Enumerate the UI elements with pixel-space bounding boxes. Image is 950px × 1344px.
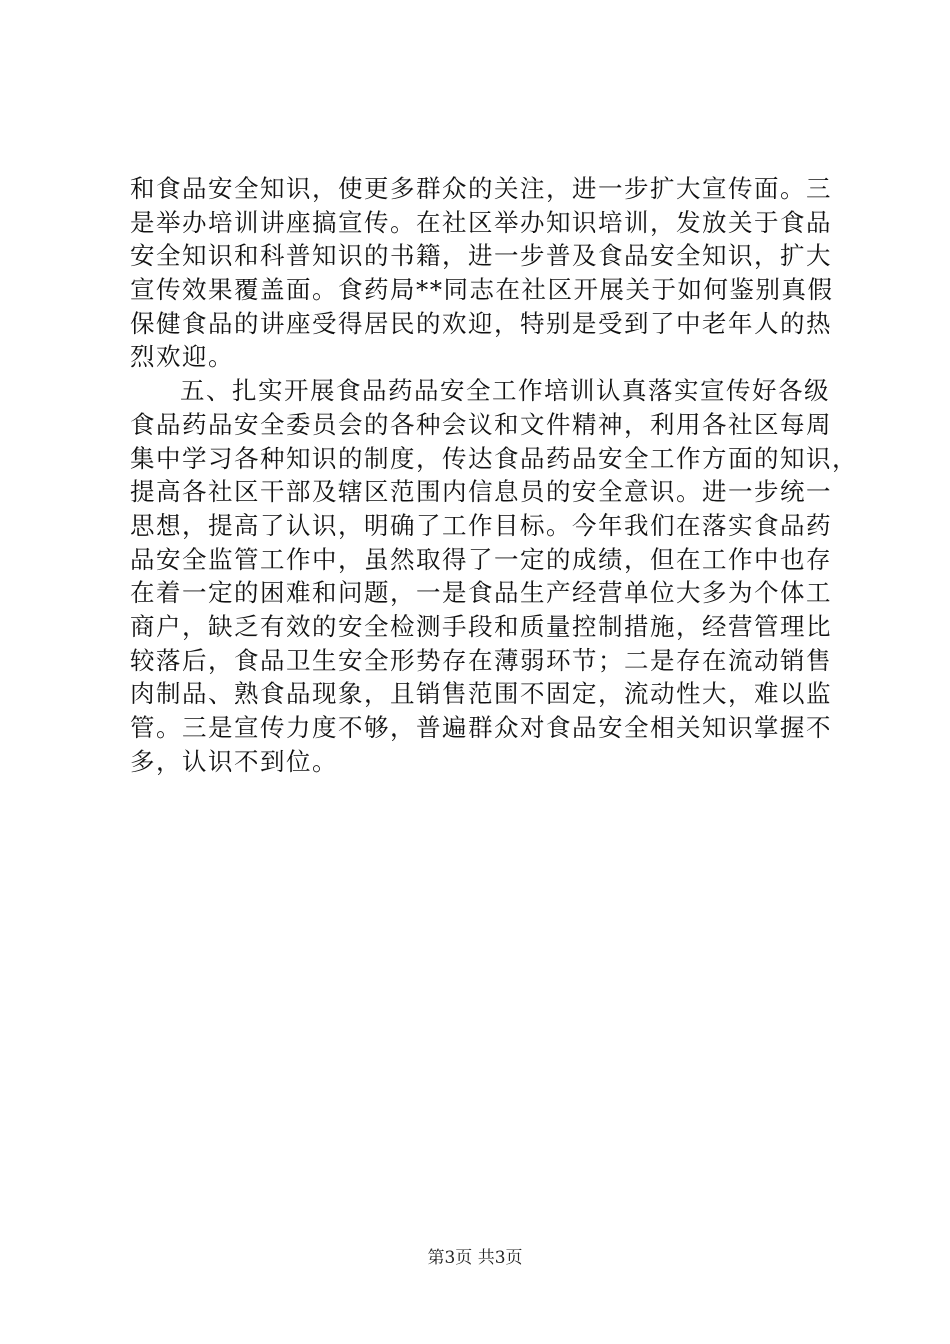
text-line: 宣传效果覆盖面。食药局**同志在社区开展关于如何鉴别真假 <box>130 275 834 305</box>
body-text <box>130 172 858 778</box>
text-line: 保健食品的讲座受得居民的欢迎，特别是受到了中老年人的热 <box>130 308 832 338</box>
text-line: 较落后，食品卫生安全形势存在薄弱环节；二是存在流动销售 <box>130 645 832 675</box>
text-line: 集中学习各种知识的制度，传达食品药品安全工作方面的知识， <box>130 443 858 473</box>
text-line: 安全知识和科普知识的书籍，进一步普及食品安全知识，扩大 <box>130 241 832 271</box>
text-line: 是举办培训讲座搞宣传。在社区举办知识培训，发放关于食品 <box>130 207 832 237</box>
text-line: 和食品安全知识，使更多群众的关注，进一步扩大宣传面。三 <box>130 174 832 203</box>
text-line: 品安全监管工作中，虽然取得了一定的成绩，但在工作中也存 <box>130 544 832 574</box>
text-line: 多，认识不到位。 <box>130 746 338 776</box>
text-line: 食品药品安全委员会的各种会议和文件精神，利用各社区每周 <box>130 409 832 439</box>
text-line: 思想，提高了认识，明确了工作目标。今年我们在落实食品药 <box>130 510 832 540</box>
paragraph-start-line: 五、扎实开展食品药品安全工作培训认真落实宣传好各级 <box>180 376 830 406</box>
text-line: 提高各社区干部及辖区范围内信息员的安全意识。进一步统一 <box>130 477 832 507</box>
text-line: 烈欢迎。 <box>130 342 234 372</box>
text-line: 管。三是宣传力度不够，普遍群众对食品安全相关知识掌握不 <box>130 713 832 742</box>
text-line: 商户，缺乏有效的安全检测手段和质量控制措施，经营管理比 <box>130 611 832 641</box>
page-number-footer: 第3页 共3页 <box>427 1248 523 1268</box>
text-line: 在着一定的困难和问题，一是食品生产经营单位大多为个体工 <box>130 578 832 608</box>
text-line: 肉制品、熟食品现象，且销售范围不固定，流动性大，难以监 <box>130 679 832 709</box>
